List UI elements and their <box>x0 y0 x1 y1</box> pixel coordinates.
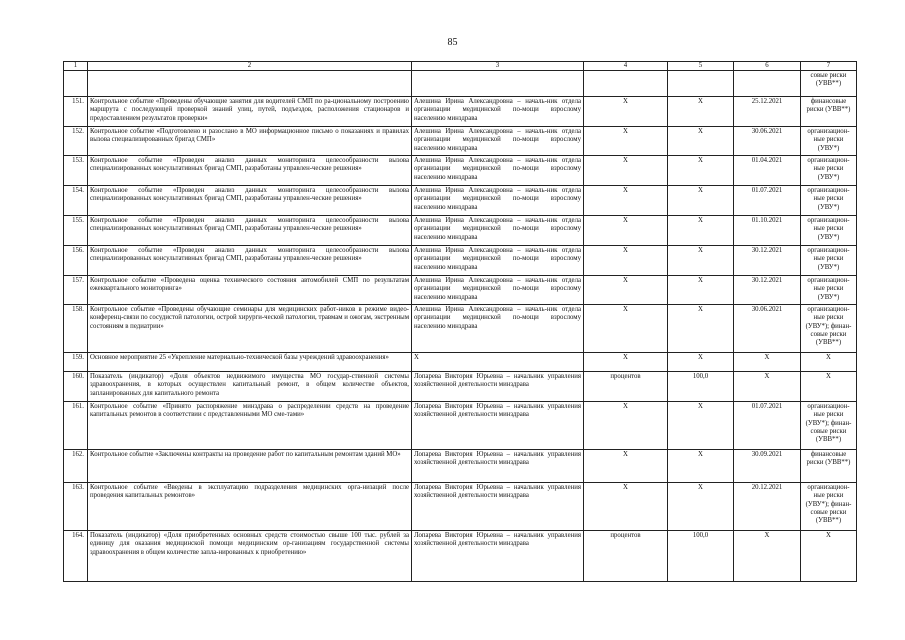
date-cell: 20.12.2021 <box>734 483 801 531</box>
unit-cell: Х <box>584 246 668 276</box>
unit-cell: Х <box>584 156 668 186</box>
date-cell: 30.06.2021 <box>734 127 801 156</box>
unit-cell: Х <box>584 402 668 450</box>
risk-cell: организацион-ные риски (УВУ*) <box>801 276 857 305</box>
event-text-cell: Контрольное событие «Проведены обучающие семинары для медицинских работ-ников в режиме видео-конференц-связи по сосудистой патологии, острой хирурги-ческой патологии, травмам и ожогам, экстренным состояниям в педиатрии» <box>88 305 412 353</box>
table-row <box>64 483 857 531</box>
table-row <box>64 305 857 353</box>
header-col-1: 1 <box>64 62 88 71</box>
responsible-cell: Лопарева Виктория Юрьевна – начальник управления хозяйственной деятельности минздрава <box>412 372 584 402</box>
date-cell: Х <box>734 372 801 402</box>
unit-cell: Х <box>584 483 668 531</box>
risk-cell: Х <box>801 353 857 372</box>
table-body <box>64 71 857 582</box>
risk-cell: совые риски (УВВ**) <box>801 71 857 97</box>
responsible-cell: Лопарева Виктория Юрьевна – начальник управления хозяйственной деятельности минздрава <box>412 531 584 582</box>
risk-cell: Х <box>801 531 857 582</box>
risk-cell: финансовые риски (УВВ**) <box>801 97 857 127</box>
row-number-cell: 152. <box>64 127 88 156</box>
date-cell: 30.12.2021 <box>734 276 801 305</box>
column-number-row <box>64 62 857 71</box>
responsible-cell: Алешина Ирина Александровна – началь-ник отдела организации медицинской по-мощи взрослому населению минздрава <box>412 246 584 276</box>
header-col-6: 6 <box>734 62 801 71</box>
continuation-row <box>64 71 857 97</box>
row-number-cell: 155. <box>64 216 88 246</box>
risk-cell: организацион-ные риски (УВУ*); финан-совые риски (УВВ**) <box>801 305 857 353</box>
row-number-cell: 161. <box>64 402 88 450</box>
risk-cell: организацион-ные риски (УВУ*) <box>801 216 857 246</box>
responsible-cell: Лопарева Виктория Юрьевна – начальник управления хозяйственной деятельности минздрава <box>412 402 584 450</box>
unit-cell: Х <box>584 450 668 483</box>
unit-cell: процентов <box>584 372 668 402</box>
event-text-cell: Основное мероприятие 25 «Укрепление материально-технической базы учреждений здравоохранения» <box>88 353 412 372</box>
date-cell: 30.06.2021 <box>734 305 801 353</box>
table-header <box>64 62 857 71</box>
value-cell: Х <box>668 450 734 483</box>
responsible-cell: Алешина Ирина Александровна – началь-ник отдела организации медицинской по-мощи взрослому населению минздрава <box>412 305 584 353</box>
unit-cell: Х <box>584 216 668 246</box>
value-cell: Х <box>668 127 734 156</box>
header-col-4: 4 <box>584 62 668 71</box>
table-row <box>64 97 857 127</box>
row-number-cell: 162. <box>64 450 88 483</box>
event-text-cell: Контрольное событие «Проведен анализ данных мониторинга целесообразности вызова специализированных консультативных бригад СМП, разработаны управлен-ческие решения» <box>88 186 412 216</box>
row-number-cell: 159. <box>64 353 88 372</box>
responsible-cell: Алешина Ирина Александровна – началь-ник отдела организации медицинской по-мощи взрослому населению минздрава <box>412 156 584 186</box>
plan-table <box>63 61 857 582</box>
row-number-cell: 154. <box>64 186 88 216</box>
responsible-cell: Алешина Ирина Александровна – началь-ник отдела организации медицинской по-мощи взрослому населению минздрава <box>412 276 584 305</box>
event-text-cell: Контрольное событие «Проведены обучающие занятия для водителей СМП по ра-циональному построению маршрута с последующей проверкой знаний улиц, путей, подъездов, расположения стационаров и предоставлением результатов проверки» <box>88 97 412 127</box>
table-row <box>64 186 857 216</box>
table-row <box>64 353 857 372</box>
event-text-cell: Контрольное событие «Проведен анализ данных мониторинга целесообразности вызова специализированных консультативных бригад СМП, разработаны управлен-ческие решения» <box>88 246 412 276</box>
unit-cell: Х <box>584 186 668 216</box>
row-number-cell: 151. <box>64 97 88 127</box>
table-row <box>64 531 857 582</box>
row-number-cell: 157. <box>64 276 88 305</box>
table-row <box>64 372 857 402</box>
table-row <box>64 450 857 483</box>
value-cell: Х <box>668 186 734 216</box>
value-cell: Х <box>668 305 734 353</box>
event-text-cell: Контрольное событие «Проведен анализ данных мониторинга целесообразности вызова специализированных консультативных бригад СМП, разработаны управлен-ческие решения» <box>88 156 412 186</box>
date-cell: 25.12.2021 <box>734 97 801 127</box>
value-cell: Х <box>668 276 734 305</box>
event-text-cell: Контрольное событие «Проведена оценка технического состояния автомобилей СМП по результатам ежеквартального мониторинга» <box>88 276 412 305</box>
header-col-3: 3 <box>412 62 584 71</box>
event-text-cell: Контрольное событие «Заключены контракты на проведение работ по капитальным ремонтам зданий МО» <box>88 450 412 483</box>
event-text-cell: Контрольное событие «Введены в эксплуатацию подразделения медицинских орга-низаций после проведения капитальных ремонтов» <box>88 483 412 531</box>
row-number-cell: 158. <box>64 305 88 353</box>
unit-cell: процентов <box>584 531 668 582</box>
date-cell: Х <box>734 531 801 582</box>
row-number-cell: 163. <box>64 483 88 531</box>
row-number-cell: 164. <box>64 531 88 582</box>
row-number-cell: 160. <box>64 372 88 402</box>
risk-cell: финансовые риски (УВВ**) <box>801 450 857 483</box>
responsible-cell: Алешина Ирина Александровна – началь-ник отдела организации медицинской по-мощи взрослому населению минздрава <box>412 186 584 216</box>
responsible-cell: Лопарева Виктория Юрьевна – начальник управления хозяйственной деятельности минздрава <box>412 450 584 483</box>
event-text-cell: Контрольное событие «Принято распоряжение минздрава о распределении средств на проведение капитальных ремонтов в соответствии с представленными МО сме-тами» <box>88 402 412 450</box>
value-cell: Х <box>668 97 734 127</box>
table-row <box>64 276 857 305</box>
risk-cell: организацион-ные риски (УВУ*) <box>801 156 857 186</box>
date-cell: 30.09.2021 <box>734 450 801 483</box>
value-cell: Х <box>668 246 734 276</box>
responsible-cell: Лопарева Виктория Юрьевна – начальник управления хозяйственной деятельности минздрава <box>412 483 584 531</box>
date-cell: 30.12.2021 <box>734 246 801 276</box>
responsible-cell: Алешина Ирина Александровна – началь-ник отдела организации медицинской по-мощи взрослому населению минздрава <box>412 216 584 246</box>
row-number-cell: 156. <box>64 246 88 276</box>
risk-cell: организацион-ные риски (УВУ*); финан-совые риски (УВВ**) <box>801 402 857 450</box>
value-cell: Х <box>668 353 734 372</box>
unit-cell: Х <box>584 276 668 305</box>
risk-cell: организацион-ные риски (УВУ*); финан-совые риски (УВВ**) <box>801 483 857 531</box>
value-cell: Х <box>668 156 734 186</box>
table-row <box>64 246 857 276</box>
date-cell: 01.04.2021 <box>734 156 801 186</box>
value-cell: Х <box>668 216 734 246</box>
risk-cell: Х <box>801 372 857 402</box>
event-text-cell: Контрольное событие «Подготовлено и разослано в МО информационное письмо о показаниях и правилах вызова специализированных бригад СМП» <box>88 127 412 156</box>
value-cell: 100,0 <box>668 372 734 402</box>
value-cell: Х <box>668 402 734 450</box>
responsible-cell: Алешина Ирина Александровна – началь-ник отдела организации медицинской по-мощи взрослому населению минздрава <box>412 127 584 156</box>
page-number: 85 <box>447 37 458 48</box>
table-row <box>64 402 857 450</box>
header-col-2: 2 <box>88 62 412 71</box>
responsible-cell: Алешина Ирина Александровна – началь-ник отдела организации медицинской по-мощи взрослому населению минздрава <box>412 97 584 127</box>
unit-cell: Х <box>584 305 668 353</box>
date-cell: 01.07.2021 <box>734 402 801 450</box>
risk-cell: организацион-ные риски (УВУ*) <box>801 186 857 216</box>
date-cell: 01.07.2021 <box>734 186 801 216</box>
table-row <box>64 156 857 186</box>
value-cell: Х <box>668 483 734 531</box>
event-text-cell: Показатель (индикатор) «Доля приобретенных основных средств стоимостью свыше 100 тыс. рублей за единицу для оказания медицинской помощи медицинским ор-ганизациям государственной системы здравоохранения в общем количестве запла-нированных к приобретению» <box>88 531 412 582</box>
unit-cell: Х <box>584 97 668 127</box>
event-text-cell: Показатель (индикатор) «Доля объектов недвижимого имущества МО государ-ственной системы здравоохранения, в которых осуществлен капитальный ремонт, в общем количестве объектов, запланированных для капитального ремонта <box>88 372 412 402</box>
header-col-7: 7 <box>801 62 857 71</box>
event-text-cell: Контрольное событие «Проведен анализ данных мониторинга целесообразности вызова специализированных консультативных бригад СМП, разработаны управлен-ческие решения» <box>88 216 412 246</box>
table-row <box>64 216 857 246</box>
unit-cell: Х <box>584 127 668 156</box>
unit-cell: Х <box>584 353 668 372</box>
risk-cell: организацион-ные риски (УВУ*) <box>801 127 857 156</box>
responsible-cell: Х <box>412 353 584 372</box>
row-number-cell: 153. <box>64 156 88 186</box>
table-row <box>64 127 857 156</box>
value-cell: 100,0 <box>668 531 734 582</box>
date-cell: Х <box>734 353 801 372</box>
header-col-5: 5 <box>668 62 734 71</box>
risk-cell: организацион-ные риски (УВУ*) <box>801 246 857 276</box>
date-cell: 01.10.2021 <box>734 216 801 246</box>
